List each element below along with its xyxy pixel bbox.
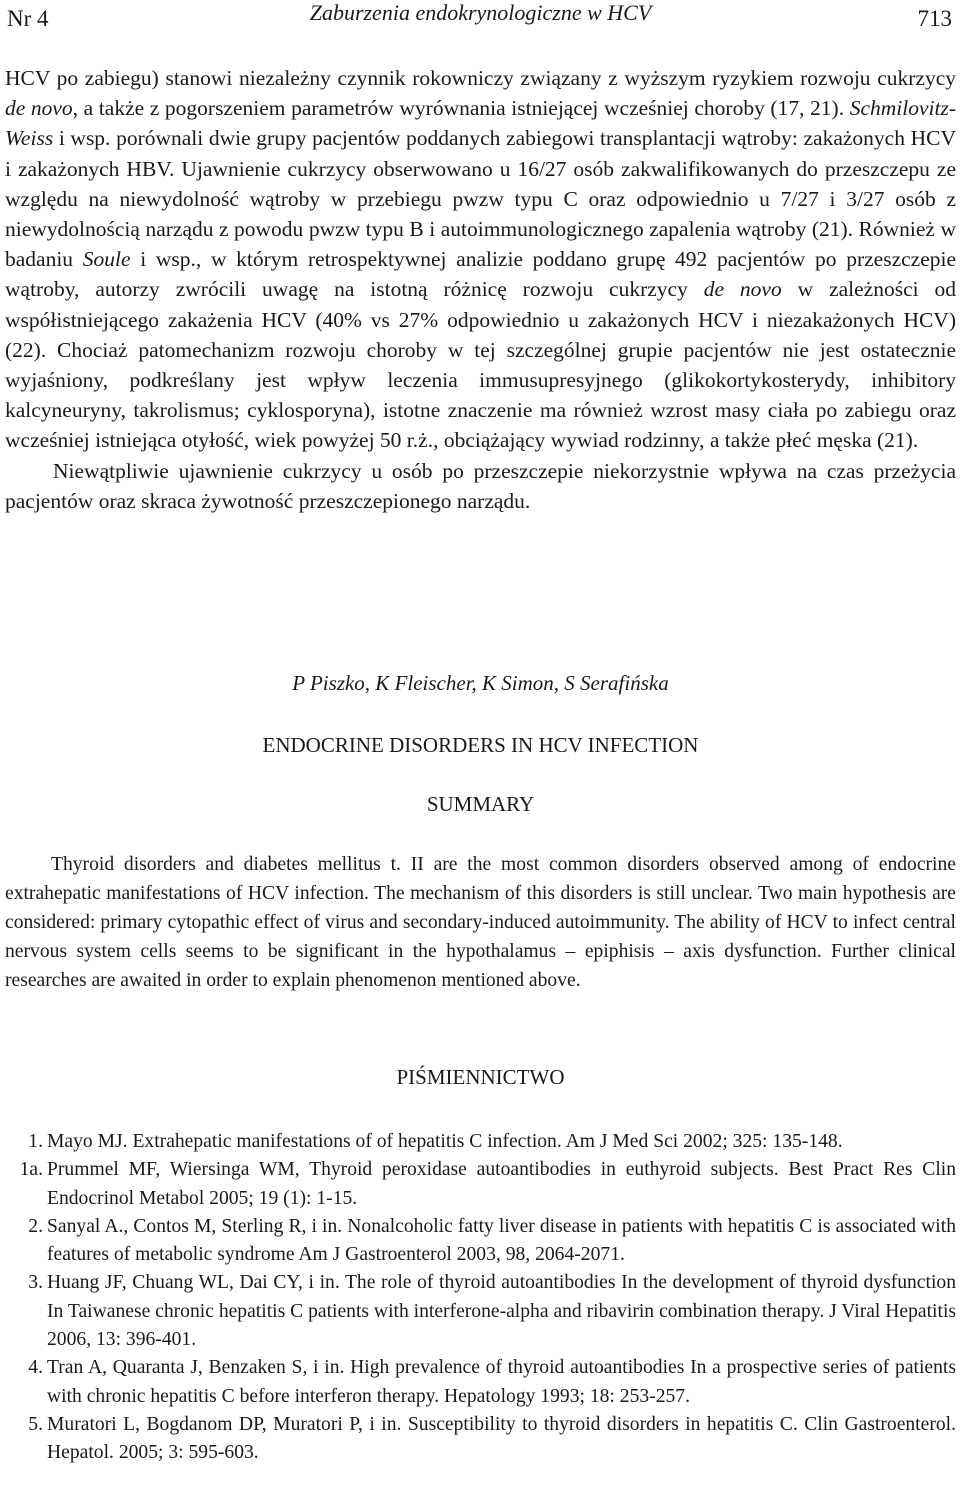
article-body: [5, 63, 956, 516]
reference-text: Huang JF, Chuang WL, Dai CY, i in. The role of thyroid autoantibodies In the development of thyroid dysfunction In Taiwanese chronic hepatitis C patients with interferone-alpha and ribavirin combination therapy. J Viral Hepatitis 2006, 13: 396-401.: [47, 1272, 957, 1351]
reference-number: 2.: [28, 1215, 43, 1237]
reference-item: [5, 1156, 956, 1213]
page-header: [5, 0, 956, 40]
reference-number: 1.: [28, 1131, 43, 1152]
reference-item: [5, 1354, 956, 1411]
body-paragraph: HCV po zabiegu) stanowi niezależny czynnik rokowniczy związany z wyższym ryzykiem rozwoju cukrzycy de novo, a także z pogorszeniem parametrów wyrównania istniejącej wcześniej choroby (17, 21). Schmilovitz-Weiss i wsp. porównali dwie grupy pacjentów poddanych zabiegowi transplantacji wątroby: zakażonych HCV i zakażonych HBV. Ujawnienie cukrzycy obserwowano u 16/27 osób zakwalifikowanych do przeszczepu ze względu na niewydolność wątroby w przebiegu pwzw typu C oraz odpowiednio u 7/27 i 3/27 osób z niewydolnością narządu z powodu pwzw typu B i autoimmunologicznego zapalenia wątroby (21). Również w badaniu Soule i wsp., w którym retrospektywnej analizie poddano grupę 492 pacjentów po przeszczepie wątroby, autorzy zwrócili uwagę na istotną różnicę rozwoju cukrzycy de novo w zależności od współistniejącego zakażenia HCV (40% vs 27% odpowiednio u zakażonych HCV i niezakażonych HCV) (22). Chociaż patomechanizm rozwoju choroby w tej szczególnej grupie pacjentów nie jest ostatecznie wyjaśniony, podkreślany jest wpływ leczenia immusupresyjnego (glikokortykosterydy, inhibitory kalcyneuryny, takrolismus; cyklosporyna), istotne znaczenie ma również wzrost masy ciała po zabiegu oraz wcześniej istniejąca otyłość, wiek powyżej 50 r.ż., obciążający wywiad rodzinny, a także płeć męska (21).: [5, 66, 957, 453]
reference-text: Sanyal A., Contos M, Sterling R, i in. Nonalcoholic fatty liver disease in patients with hepatitis C is associated with features of metabolic syndrome Am J Gastroenterol 2003, 98, 2064-2071.: [47, 1215, 956, 1266]
references-heading: PIŚMIENNICTWO: [396, 1065, 565, 1089]
running-title: Zaburzenia endokrynologiczne w HCV: [309, 0, 652, 25]
issue-number: Nr 4: [7, 6, 49, 31]
reference-text: Prummel MF, Wiersinga WM, Thyroid peroxidase autoantibodies in euthyroid subjects. Best Pract Res Clin Endocrinol Metabol 2005; 19 (1): 1-15.: [47, 1159, 956, 1209]
reference-text: Mayo MJ. Extrahepatic manifestations of of hepatitis C infection. Am J Med Sci 2002; 325: 135-148.: [47, 1131, 843, 1152]
reference-number: 5.: [28, 1413, 43, 1435]
reference-list: [5, 1128, 956, 1468]
summary-text: Thyroid disorders and diabetes mellitus t. II are the most common disorders observed among of endocrine extrahepatic manifestations of HCV infection. The mechanism of this disorders is still unclear. Two main hypothesis are considered: primary cytopathic effect of virus and secondary-induced autoimmunity. The ability of HCV to infect central nervous system cells seems to be significant in the hypothalamus – epiphisis – axis dysfunction. Further clinical researches are awaited in order to explain phenomenon mentioned above.: [5, 854, 956, 991]
reference-text: Muratori L, Bogdanom DP, Muratori P, i in. Susceptibility to thyroid disorders in hepatitis C. Clin Gastroenterol. Hepatol. 2005; 3: 595-603.: [47, 1413, 956, 1464]
summary-heading: SUMMARY: [426, 792, 535, 816]
reference-item: [5, 1213, 956, 1270]
reference-number: 1a.: [19, 1159, 43, 1181]
reference-number: 3.: [28, 1272, 43, 1294]
reference-text: Tran A, Quaranta J, Benzaken S, i in. High prevalence of thyroid autoantibodies In a prospective series of patients with chronic hepatitis C before interferon therapy. Hepatology 1993; 18: 253-257.: [47, 1357, 956, 1407]
body-paragraph: Niewątpliwie ujawnienie cukrzycy u osób po przeszczepie niekorzystnie wpływa na czas przeżycia pacjentów oraz skraca żywotność przeszczepionego narządu.: [5, 458, 956, 513]
english-title: ENDOCRINE DISORDERS IN HCV INFECTION: [262, 733, 699, 757]
journal-page: [5, 0, 957, 1464]
reference-number: 4.: [28, 1357, 43, 1379]
reference-item: [5, 1128, 956, 1156]
author-list: P Piszko, K Fleischer, K Simon, S Serafińska: [292, 671, 669, 695]
reference-item: [5, 1269, 956, 1354]
page-number: 713: [917, 6, 952, 31]
reference-item: [5, 1411, 956, 1468]
